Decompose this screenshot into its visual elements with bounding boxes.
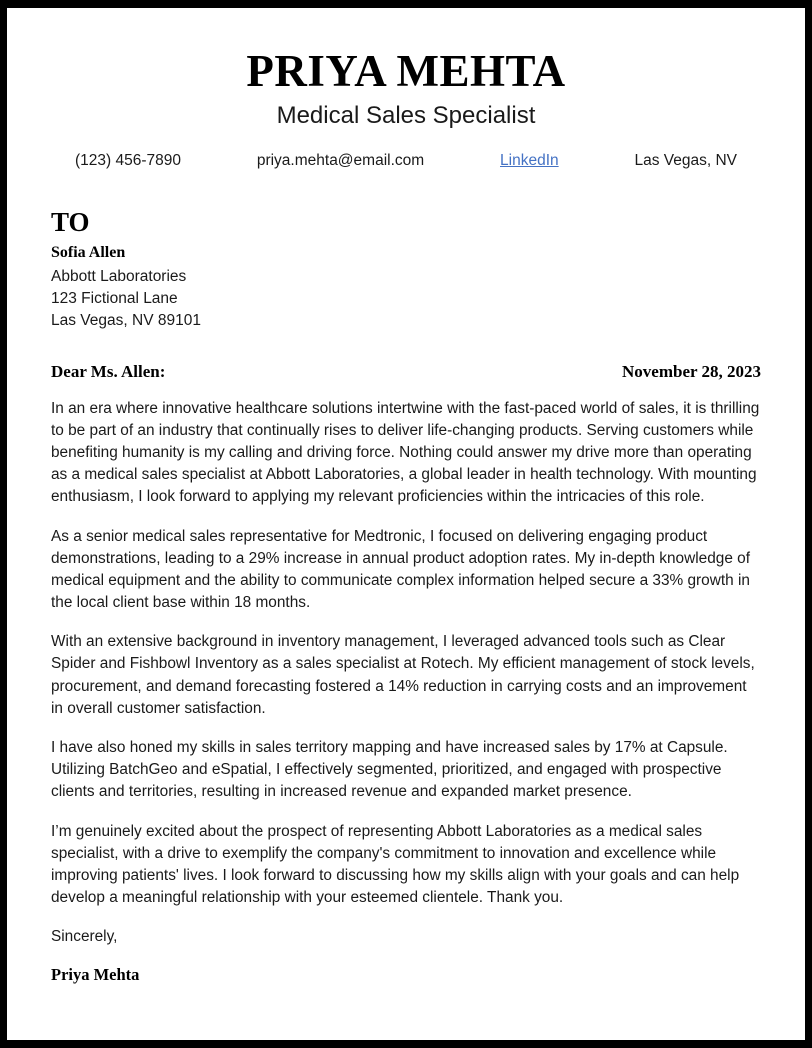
salutation: Dear Ms. Allen: bbox=[51, 361, 166, 381]
signature-name: Priya Mehta bbox=[51, 964, 140, 984]
signoff-closing: Sincerely, bbox=[51, 928, 118, 946]
recipient-city-state-zip: Las Vegas, NV 89101 bbox=[51, 311, 201, 329]
contact-email: priya.mehta@email.com bbox=[256, 152, 425, 170]
signoff-block bbox=[49, 926, 763, 985]
candidate-name: PRIYA MEHTA bbox=[246, 46, 566, 96]
letter-body bbox=[49, 398, 763, 909]
body-paragraph: As a senior medical sales representative for Medtronic, I focused on delivering engaging product demonstrations, leading to a 29% increase in annual product adoption rates. My in-depth knowledge of medical equipment and the ability to communicate complex information helped secure a 33% growth in the local client base within 18 months. bbox=[51, 527, 751, 612]
body-paragraph: I’m genuinely excited about the prospect of representing Abbott Laboratories as a medical sales specialist, with a drive to exemplify the company's commitment to innovation and excellence while improving patients' lives. I look forward to discussing how my skills align with your goals and can help develop a meaningful relationship with your esteemed clientele. Thank you. bbox=[51, 822, 740, 907]
contact-row bbox=[75, 152, 737, 170]
to-heading: TO bbox=[51, 207, 90, 238]
salutation-row bbox=[49, 362, 763, 382]
linkedin-link[interactable]: LinkedIn bbox=[500, 152, 559, 170]
contact-phone: (123) 456-7890 bbox=[75, 152, 181, 170]
contact-location: Las Vegas, NV bbox=[634, 152, 737, 170]
recipient-company: Abbott Laboratories bbox=[51, 267, 187, 285]
recipient-block bbox=[49, 208, 763, 331]
candidate-job-title: Medical Sales Specialist bbox=[276, 101, 536, 129]
contact-linkedin[interactable] bbox=[500, 152, 559, 170]
letter-date: November 28, 2023 bbox=[622, 361, 761, 381]
letter-header bbox=[49, 48, 763, 130]
body-paragraph: In an era where innovative healthcare solutions intertwine with the fast-paced world of sales, it is thrilling to be part of an industry that continually rises to deliver life-changing products. Serving customers while benefiting humanity is my calling and driving force. Nothing could answer my drive more than operating as a medical sales specialist at Abbott Laboratories, a global leader in health technology. With mounting enthusiasm, I look forward to applying my relevant proficiencies within the intricacies of this role. bbox=[51, 399, 760, 506]
letter-sheet bbox=[7, 8, 805, 1040]
recipient-name: Sofia Allen bbox=[51, 244, 126, 262]
body-paragraph: With an extensive background in inventory management, I leveraged advanced tools such as Clear Spider and Fishbowl Inventory as a sales specialist at Rotech. My efficient management of stock levels, procurement, and demand forecasting fostered a 14% reduction in carrying costs and an improvement in overall customer satisfaction. bbox=[51, 633, 755, 717]
recipient-street: 123 Fictional Lane bbox=[51, 289, 178, 307]
body-paragraph: I have also honed my skills in sales territory mapping and have increased sales by 17% at Capsule. Utilizing BatchGeo and eSpatial, I effectively segmented, prioritized, and engaged with prospective clients and territories, resulting in increased revenue and expanded market presence. bbox=[51, 739, 728, 801]
